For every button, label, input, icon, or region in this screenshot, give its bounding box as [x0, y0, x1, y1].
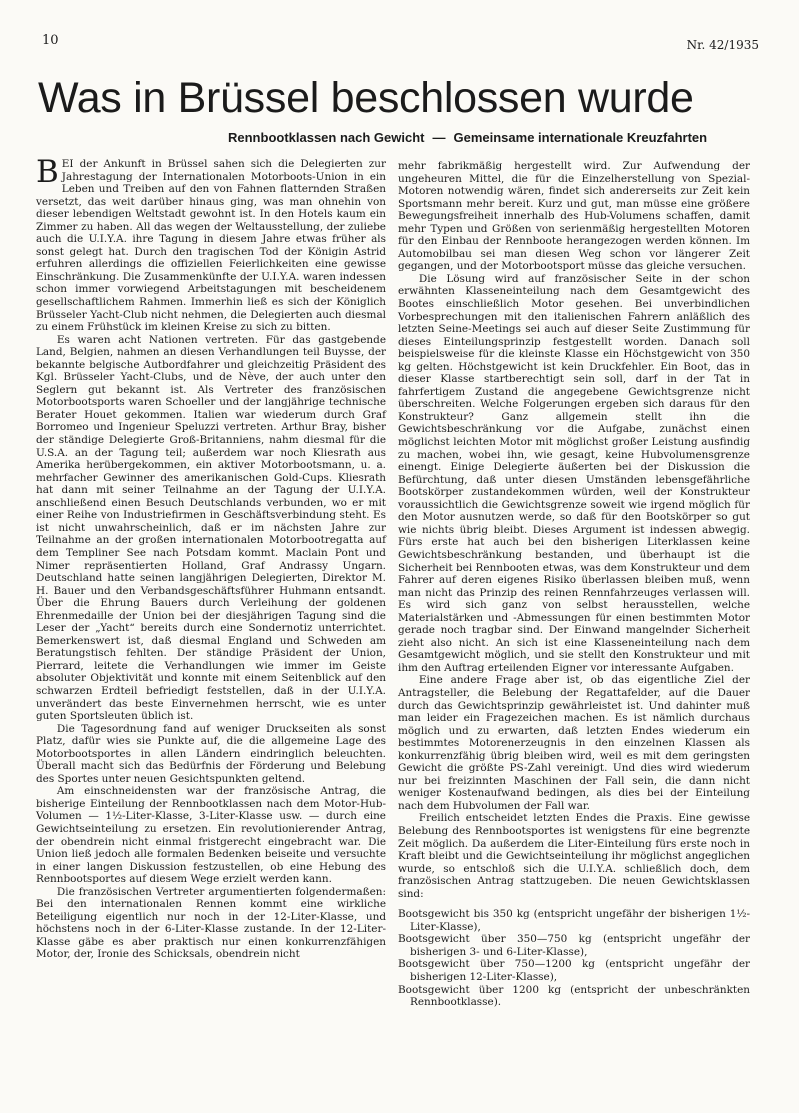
list-item: Bootsgewicht über 750—1200 kg (entspricht ungefähr der bisherigen 12-Liter-Klasse),	[398, 958, 750, 983]
paragraph	[36, 154, 386, 334]
paragraph: Die Tagesordnung fand auf weniger Druckseiten als sonst Platz, dafür wies sie Punkte auf, die die allgemeine Lage des Motorbootsportes in allen Ländern eindringlich beleuchten. Überall macht sich das Bedürfnis der Förderung und Belebung des Sportes unter neuen Gesichtspunkten geltend.	[36, 722, 386, 785]
right-column	[398, 160, 750, 1009]
issue-number: Nr. 42/1935	[686, 38, 759, 52]
paragraph-text: EI der Ankunft in Brüssel sahen sich die Delegierten zur Jahrestagung der Internationalen Motorboots-Union in ein Leben und Treiben auf den von Fahnen flatternden Straßen versetzt, das weit darüber hinaus ging, was man ohnehin von dieser lebendigen Weltstadt gewohnt ist. In den Hotels kaum ein Zimmer zu haben. All das wegen der Weltausstellung, der zuliebe auch die U.I.Y.A. ihre Tagung in diesem Jahre etwas früher als sonst gelegt hat. Durch den tragischen Tod der Königin Astrid erfuhren allerdings die offiziellen Feierlichkeiten eine gewisse Einschränkung. Die Zusammenkünfte der U.I.Y.A. waren indessen schon immer vorwiegend Arbeitstagungen mit bescheidenem gesellschaftlichem Rahmen. Immerhin ließ es sich der Königlich Brüsseler Yacht-Club nicht nehmen, die Delegierten auch diesmal zu einem Frühstück im kleinen Kreise zu sich zu bitten.	[36, 158, 386, 334]
drop-cap: B	[36, 154, 59, 190]
left-column	[36, 154, 386, 961]
article-title: Was in Brüssel beschlossen wurde	[38, 74, 694, 122]
article-subtitle	[228, 130, 763, 145]
subtitle-dash: —	[432, 130, 446, 145]
paragraph: Eine andere Frage aber ist, ob das eigentliche Ziel der Antragsteller, die Belebung der Regattafelder, auf die Dauer durch das Gewichtsprinzip gewährleistet ist. Und dahinter muß man leider ein Fragezeichen machen. Es ist nämlich durchaus möglich und zu erwarten, daß letzten Endes wiederum ein bestimmtes Motorenerzeugnis in den einzelnen Klassen als konkurrenzfähig übrig bleiben wird, weil es mit dem geringsten Gewicht die größte PS-Zahl vereinigt. Und dies wird wiederum nur bei freizinnten Maschinen der Fall sein, die dann nicht weniger Kostenaufwand bedingen, als dies bei der Einteilung nach dem Hubvolumen der Fall war.	[398, 674, 750, 812]
paragraph: Die Lösung wird auf französischer Seite in der schon erwähnten Klasseneinteilung nach dem Gesamtgewicht des Bootes einschließlich Motor gesehen. Bei unverbindlichen Vorbesprechungen mit den italienischen Fahrern anläßlich des letzten Seine-Meetings sei auch auf dieser Seite Zustimmung für dieses Einteilungsprinzip festgestellt worden. Danach soll beispielsweise für die kleinste Klasse ein Höchstgewicht von 350 kg gelten. Höchstgewicht ist kein Druckfehler. Ein Boot, das in dieser Klasse startberechtigt sein soll, darf in der Tat in fahrfertigem Zustand die angegebene Gewichtsgrenze nicht überschreiten. Welche Folgerungen ergeben sich daraus für den Konstrukteur? Ganz allgemein stellt ihn die Gewichtsbeschränkung vor die Aufgabe, zunächst einen möglichst leichten Motor mit möglichst großer Leistung ausfindig zu machen, wobei ihn, wie gesagt, keine Hubvolumensgrenze einengt. Einige Delegierte äußerten bei der Diskussion die Befürchtung, daß unter diesen Umständen lebensgefährliche Bootskörper zustandekommen würden, weil der Konstrukteur voraussichtlich die Gewichtsgrenze soweit wie irgend möglich für den Motor ausnutzen werde, so daß für den Bootskörper so gut wie nichts übrig bleibt. Dieses Argument ist indessen abwegig. Fürs erste hat auch bei den bisherigen Literklassen keine Gewichtsbeschränkung bestanden, und überhaupt ist die Sicherheit bei Rennbooten etwas, was dem Konstrukteur und dem Fahrer auf deren eigenes Risiko überlassen bleiben muß, wenn man nicht das Prinzip des reinen Rennfahrzeuges verlassen will. Es wird sich ganz von selbst herausstellen, welche Materialstärken und -Abmessungen für einen bestimmten Motor gerade noch tragbar sind. Der Einwand mangelnder Sicherheit zieht also nicht. An sich ist eine Klasseneinteilung nach dem Gesamtgewicht möglich, und sie stellt den Konstrukteur und mit ihm den Auftrag erteilenden Eigner vor interessante Aufgaben.	[398, 272, 750, 674]
list-item: Bootsgewicht über 350—750 kg (entspricht ungefähr der bisherigen 3- und 6-Liter-Klasse),	[398, 933, 750, 958]
list-item: Bootsgewicht bis 350 kg (entspricht ungefähr der bisherigen 1½-Liter-Klasse),	[398, 908, 750, 933]
subtitle-right: Gemeinsame internationale Kreuzfahrten	[453, 130, 708, 145]
paragraph: Es waren acht Nationen vertreten. Für das gastgebende Land, Belgien, nahmen an diesen Verhandlungen teil Buysse, der bekannte belgische Autbordfahrer und gleichzeitig Präsident des Kgl. Brüsseler Yacht-Clubs, und de Nève, der auch unter den Seglern gut bekannt ist. Als Vertreter des französischen Motorbootsports waren Schoeller und der langjährige technische Berater Houet gekommen. Italien war wiederum durch Graf Borromeo und Ingenieur Speluzzi vertreten. Arthur Bray, bisher der ständige Delegierte Groß-Britanniens, nahm diesmal für die U.S.A. an der Tagung teil; außerdem war noch Kliesrath aus Amerika herübergekommen, ein aktiver Motorbootsmann, u. a. mehrfacher Gewinner des amerikanischen Gold-Cups. Kliesrath hat dann mit seiner Teilnahme an der Tagung der U.I.Y.A. anschließend einen Besuch Deutschlands verbunden, wo er mit einer Reihe von Industriefirmen in Geschäftsverbindung steht. Es ist nicht unwahrscheinlich, daß er im nächsten Jahre zur Teilnahme an der großen internationalen Motorbootregatta auf dem Templiner See nach Potsdam kommt. Maclain Pont und Nimer repräsentierten Holland, Graf Andrassy Ungarn. Deutschland hatte seinen langjährigen Delegierten, Direktor M. H. Bauer und den Verbandsgeschäftsführer Huhmann entsandt. Über die Ehrung Bauers durch Verleihung der goldenen Ehrenmedaille der Union bei der diesjährigen Tagung sind die Leser der „Yacht“ bereits durch eine Sondernotiz unterrichtet. Bemerkenswert ist, daß diesmal England und Schweden am Beratungstisch fehlten. Der ständige Präsident der Union, Pierrard, leitete die Verhandlungen wie immer im Geiste absoluter Objektivität und konnte mit einem Seitenblick auf den schwarzen Erdteil befriedigt feststellen, daß in der U.I.Y.A. unverändert das beste Einvernehmen herrscht, wie es unter guten Sportsleuten üblich ist.	[36, 333, 386, 723]
paragraph: Am einschneidensten war der französische Antrag, die bisherige Einteilung der Rennbootklassen nach dem Motor-Hub-Volumen — 1½-Liter-Klasse, 3-Liter-Klasse usw. — durch eine Gewichtseinteilung zu ersetzen. Ein revolutionierender Antrag, der obendrein nicht einmal fristgerecht eingebracht war. Die Union ließ jedoch alle formalen Bedenken beiseite und versuchte in einer langen Diskussion festzustellen, ob eine Hebung des Rennbootsportes auf diesem Wege erzielt werden kann.	[36, 785, 386, 886]
list-item: Bootsgewicht über 1200 kg (entspricht der unbeschränkten Rennbootklasse).	[398, 983, 750, 1009]
weight-class-list	[398, 908, 750, 1008]
subtitle-left: Rennbootklassen nach Gewicht	[228, 130, 425, 145]
paragraph: mehr fabrikmäßig hergestellt wird. Zur Aufwendung der ungeheuren Mittel, die für die Einzelherstellung von Spezial-Motoren notwendig wären, findet sich andererseits zur Zeit kein Sportsmann mehr bereit. Kurz und gut, man müsse eine größere Bewegungsfreiheit innerhalb des Hub-Volumens schaffen, damit mehr Typen und Größen von serienmäßig hergestellten Motoren für den Einbau der Rennboote herangezogen werden können. Im Automobilbau sei man diesen Weg schon vor längerer Zeit gegangen, und der Motorbootsport müsse das gleiche versuchen.	[398, 160, 750, 273]
page-number: 10	[42, 33, 59, 48]
paragraph: Die französischen Vertreter argumentierten folgendermaßen: Bei den internationalen Rennen kommt eine wirkliche Beteiligung eigentlich nur noch in der 12-Liter-Klasse, und höchstens noch in der 6-Liter-Klasse zustande. In der 12-Liter-Klasse gäbe es aber praktisch nur einen konkurrenzfähigen Motor, der, Ironie des Schicksals, obendrein nicht	[36, 885, 386, 961]
paragraph: Freilich entscheidet letzten Endes die Praxis. Eine gewisse Belebung des Rennbootsportes ist wenigstens für eine begrenzte Zeit möglich. Da außerdem die Liter-Einteilung fürs erste noch in Kraft bleibt und die Gewichtseinteilung ihr möglichst angeglichen wurde, so entschloß sich die U.I.Y.A. schließlich doch, dem französischen Antrag stattzugeben. Die neuen Gewichtsklassen sind:	[398, 812, 750, 900]
